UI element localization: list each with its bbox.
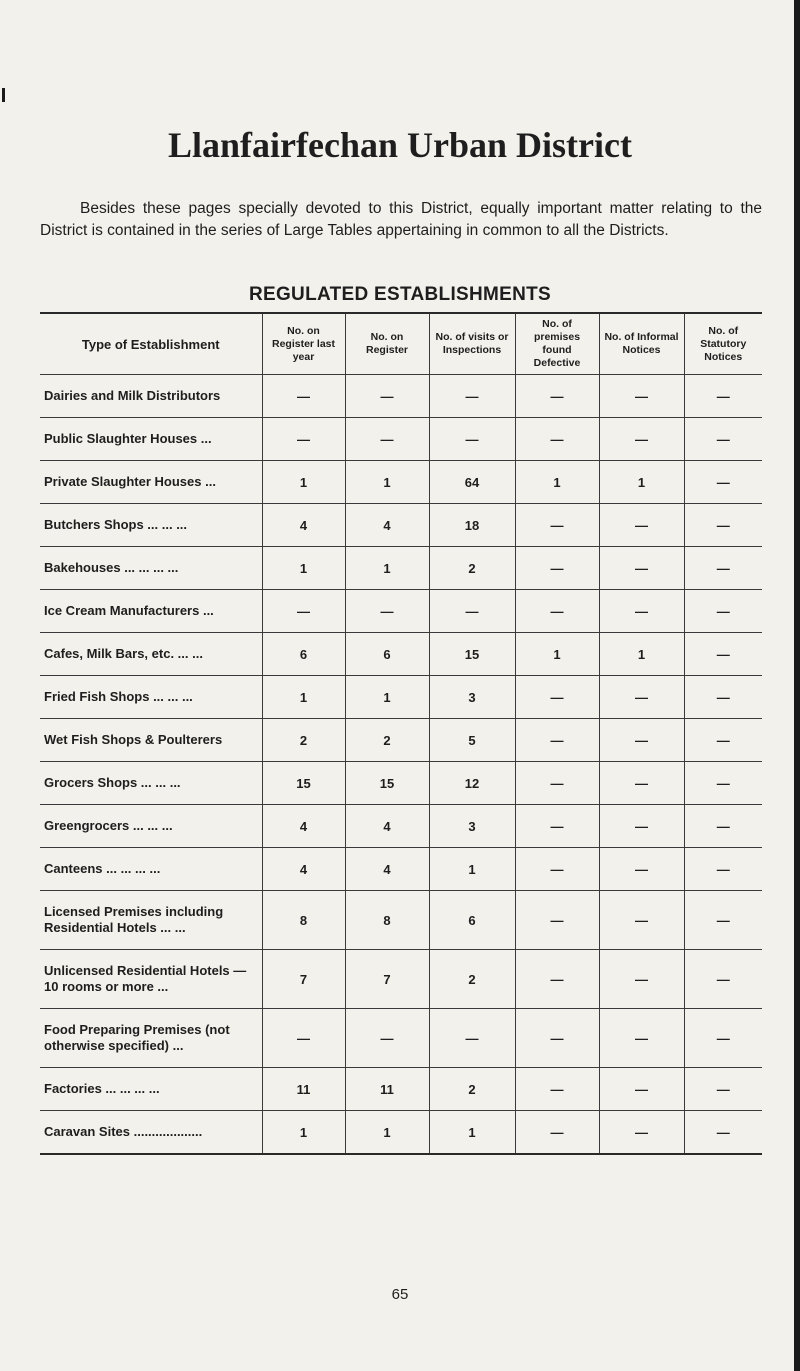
table-cell: — <box>515 950 599 1009</box>
regulated-establishments-table <box>40 312 762 1155</box>
table-cell: — <box>684 676 762 719</box>
table-cell: — <box>515 547 599 590</box>
establishment-type: Bakehouses ... ... ... ... <box>40 547 262 590</box>
table-row <box>40 375 762 418</box>
header-informal-notices: No. of Informal Notices <box>599 313 684 375</box>
header-register: No. on Register <box>345 313 429 375</box>
table-cell: — <box>599 547 684 590</box>
table-cell: — <box>684 461 762 504</box>
table-cell: 4 <box>262 504 345 547</box>
establishment-type: Licensed Premises including Residential Hotels ... ... <box>40 891 262 950</box>
table-cell: — <box>599 1009 684 1068</box>
table-cell: — <box>262 1009 345 1068</box>
table-cell: 1 <box>599 633 684 676</box>
table-cell: 11 <box>262 1068 345 1111</box>
table-cell: 15 <box>429 633 515 676</box>
table-cell: — <box>429 590 515 633</box>
table-cell: — <box>515 805 599 848</box>
table-cell: 4 <box>262 848 345 891</box>
establishment-type: Canteens ... ... ... ... <box>40 848 262 891</box>
table-cell: 15 <box>262 762 345 805</box>
table-row <box>40 1111 762 1155</box>
table-cell: — <box>599 375 684 418</box>
table-cell: 1 <box>345 461 429 504</box>
table-cell: 1 <box>515 461 599 504</box>
establishment-type: Greengrocers ... ... ... <box>40 805 262 848</box>
header-visits: No. of visits or Inspections <box>429 313 515 375</box>
table-cell: — <box>684 633 762 676</box>
table-cell: 8 <box>345 891 429 950</box>
table-row <box>40 805 762 848</box>
table-cell: — <box>599 418 684 461</box>
table-cell: 8 <box>262 891 345 950</box>
table-cell: — <box>599 676 684 719</box>
table-cell: 2 <box>345 719 429 762</box>
intro-paragraph: Besides these pages specially devoted to this District, equally important matter relating to the District is contained in the series of Large Tables appertaining in common to all the Districts. <box>40 200 762 239</box>
table-cell: — <box>599 950 684 1009</box>
header-defective: No. of premises found Defective <box>515 313 599 375</box>
table-cell: — <box>345 1009 429 1068</box>
table-cell: — <box>684 762 762 805</box>
page-number: 65 <box>391 1286 409 1303</box>
establishment-type: Ice Cream Manufacturers ... <box>40 590 262 633</box>
table-row <box>40 504 762 547</box>
table-cell: 6 <box>262 633 345 676</box>
table-cell: — <box>515 375 599 418</box>
table-cell: 1 <box>262 1111 345 1155</box>
table-cell: — <box>429 1009 515 1068</box>
table-cell: — <box>599 805 684 848</box>
table-row <box>40 762 762 805</box>
table-cell: 11 <box>345 1068 429 1111</box>
table-cell: — <box>599 1111 684 1155</box>
table-cell: — <box>599 504 684 547</box>
table-cell: — <box>599 719 684 762</box>
table-row <box>40 676 762 719</box>
table-row <box>40 590 762 633</box>
table-row <box>40 418 762 461</box>
table-cell: — <box>515 848 599 891</box>
table-cell: 2 <box>429 950 515 1009</box>
table-cell: — <box>684 891 762 950</box>
establishment-type: Factories ... ... ... ... <box>40 1068 262 1111</box>
table-cell: — <box>262 418 345 461</box>
table-body <box>40 375 762 1155</box>
table-title: REGULATED ESTABLISHMENTS <box>248 284 552 305</box>
table-cell: — <box>684 848 762 891</box>
table-row <box>40 461 762 504</box>
table-cell: 3 <box>429 805 515 848</box>
table-header-row <box>40 313 762 375</box>
table-cell: — <box>429 418 515 461</box>
header-type: Type of Establishment <box>40 313 262 375</box>
establishment-type: Caravan Sites ................... <box>40 1111 262 1155</box>
table-cell: 1 <box>345 547 429 590</box>
table-cell: — <box>599 1068 684 1111</box>
table-cell: 1 <box>262 676 345 719</box>
table-row <box>40 547 762 590</box>
table-row <box>40 891 762 950</box>
table-cell: 1 <box>262 547 345 590</box>
table-row <box>40 950 762 1009</box>
table-cell: — <box>515 891 599 950</box>
establishment-type: Cafes, Milk Bars, etc. ... ... <box>40 633 262 676</box>
table-cell: 7 <box>262 950 345 1009</box>
table-cell: 2 <box>429 547 515 590</box>
table-cell: — <box>599 590 684 633</box>
table-cell: — <box>515 1009 599 1068</box>
header-statutory-notices: No. of Statutory Notices <box>684 313 762 375</box>
table-cell: 7 <box>345 950 429 1009</box>
table-cell: 1 <box>599 461 684 504</box>
table-cell: — <box>429 375 515 418</box>
table-cell: 12 <box>429 762 515 805</box>
establishment-type: Butchers Shops ... ... ... <box>40 504 262 547</box>
table-cell: — <box>515 504 599 547</box>
table-cell: 1 <box>429 848 515 891</box>
table-cell: 6 <box>429 891 515 950</box>
page-title: Llanfairfechan Urban District <box>168 125 632 165</box>
table-cell: — <box>515 590 599 633</box>
establishment-type: Private Slaughter Houses ... <box>40 461 262 504</box>
table-cell: 15 <box>345 762 429 805</box>
table-cell: — <box>515 1068 599 1111</box>
header-register-last-year: No. on Register last year <box>262 313 345 375</box>
table-cell: — <box>599 762 684 805</box>
establishment-type: Fried Fish Shops ... ... ... <box>40 676 262 719</box>
table-row <box>40 1009 762 1068</box>
table-cell: 3 <box>429 676 515 719</box>
table-cell: — <box>684 1009 762 1068</box>
table-cell: — <box>684 375 762 418</box>
table-cell: 4 <box>262 805 345 848</box>
table-row <box>40 633 762 676</box>
table-cell: — <box>684 719 762 762</box>
table-row <box>40 848 762 891</box>
table-cell: 6 <box>345 633 429 676</box>
table-cell: — <box>515 719 599 762</box>
table-cell: 18 <box>429 504 515 547</box>
table-cell: 5 <box>429 719 515 762</box>
table-cell: 64 <box>429 461 515 504</box>
table-cell: 4 <box>345 805 429 848</box>
table-cell: 1 <box>429 1111 515 1155</box>
table-cell: — <box>262 375 345 418</box>
establishment-type: Unlicensed Residential Hotels —10 rooms or more ... <box>40 950 262 1009</box>
table-cell: — <box>684 1068 762 1111</box>
table-cell: — <box>684 950 762 1009</box>
table-cell: — <box>599 891 684 950</box>
table-cell: 1 <box>262 461 345 504</box>
establishment-type: Food Preparing Premises (not otherwise specified) ... <box>40 1009 262 1068</box>
table-cell: — <box>684 805 762 848</box>
table-cell: 1 <box>515 633 599 676</box>
margin-mark <box>2 88 5 102</box>
establishment-type: Dairies and Milk Distributors <box>40 375 262 418</box>
table-cell: 4 <box>345 848 429 891</box>
table-cell: — <box>684 1111 762 1155</box>
table-cell: 1 <box>345 676 429 719</box>
table-cell: 2 <box>262 719 345 762</box>
table-cell: — <box>262 590 345 633</box>
table-cell: 4 <box>345 504 429 547</box>
table-cell: — <box>345 590 429 633</box>
table-cell: — <box>684 504 762 547</box>
page-edge-shadow <box>794 0 800 1371</box>
table-cell: — <box>345 375 429 418</box>
table-cell: — <box>684 590 762 633</box>
table-row <box>40 1068 762 1111</box>
table-cell: — <box>599 848 684 891</box>
table-cell: — <box>515 762 599 805</box>
establishment-type: Wet Fish Shops & Poulterers <box>40 719 262 762</box>
table-cell: — <box>684 418 762 461</box>
table-cell: — <box>515 676 599 719</box>
table-cell: — <box>684 547 762 590</box>
table-row <box>40 719 762 762</box>
establishment-type: Grocers Shops ... ... ... <box>40 762 262 805</box>
table-cell: — <box>345 418 429 461</box>
establishment-type: Public Slaughter Houses ... <box>40 418 262 461</box>
table-cell: 2 <box>429 1068 515 1111</box>
table-cell: — <box>515 1111 599 1155</box>
table-cell: — <box>515 418 599 461</box>
table-cell: 1 <box>345 1111 429 1155</box>
